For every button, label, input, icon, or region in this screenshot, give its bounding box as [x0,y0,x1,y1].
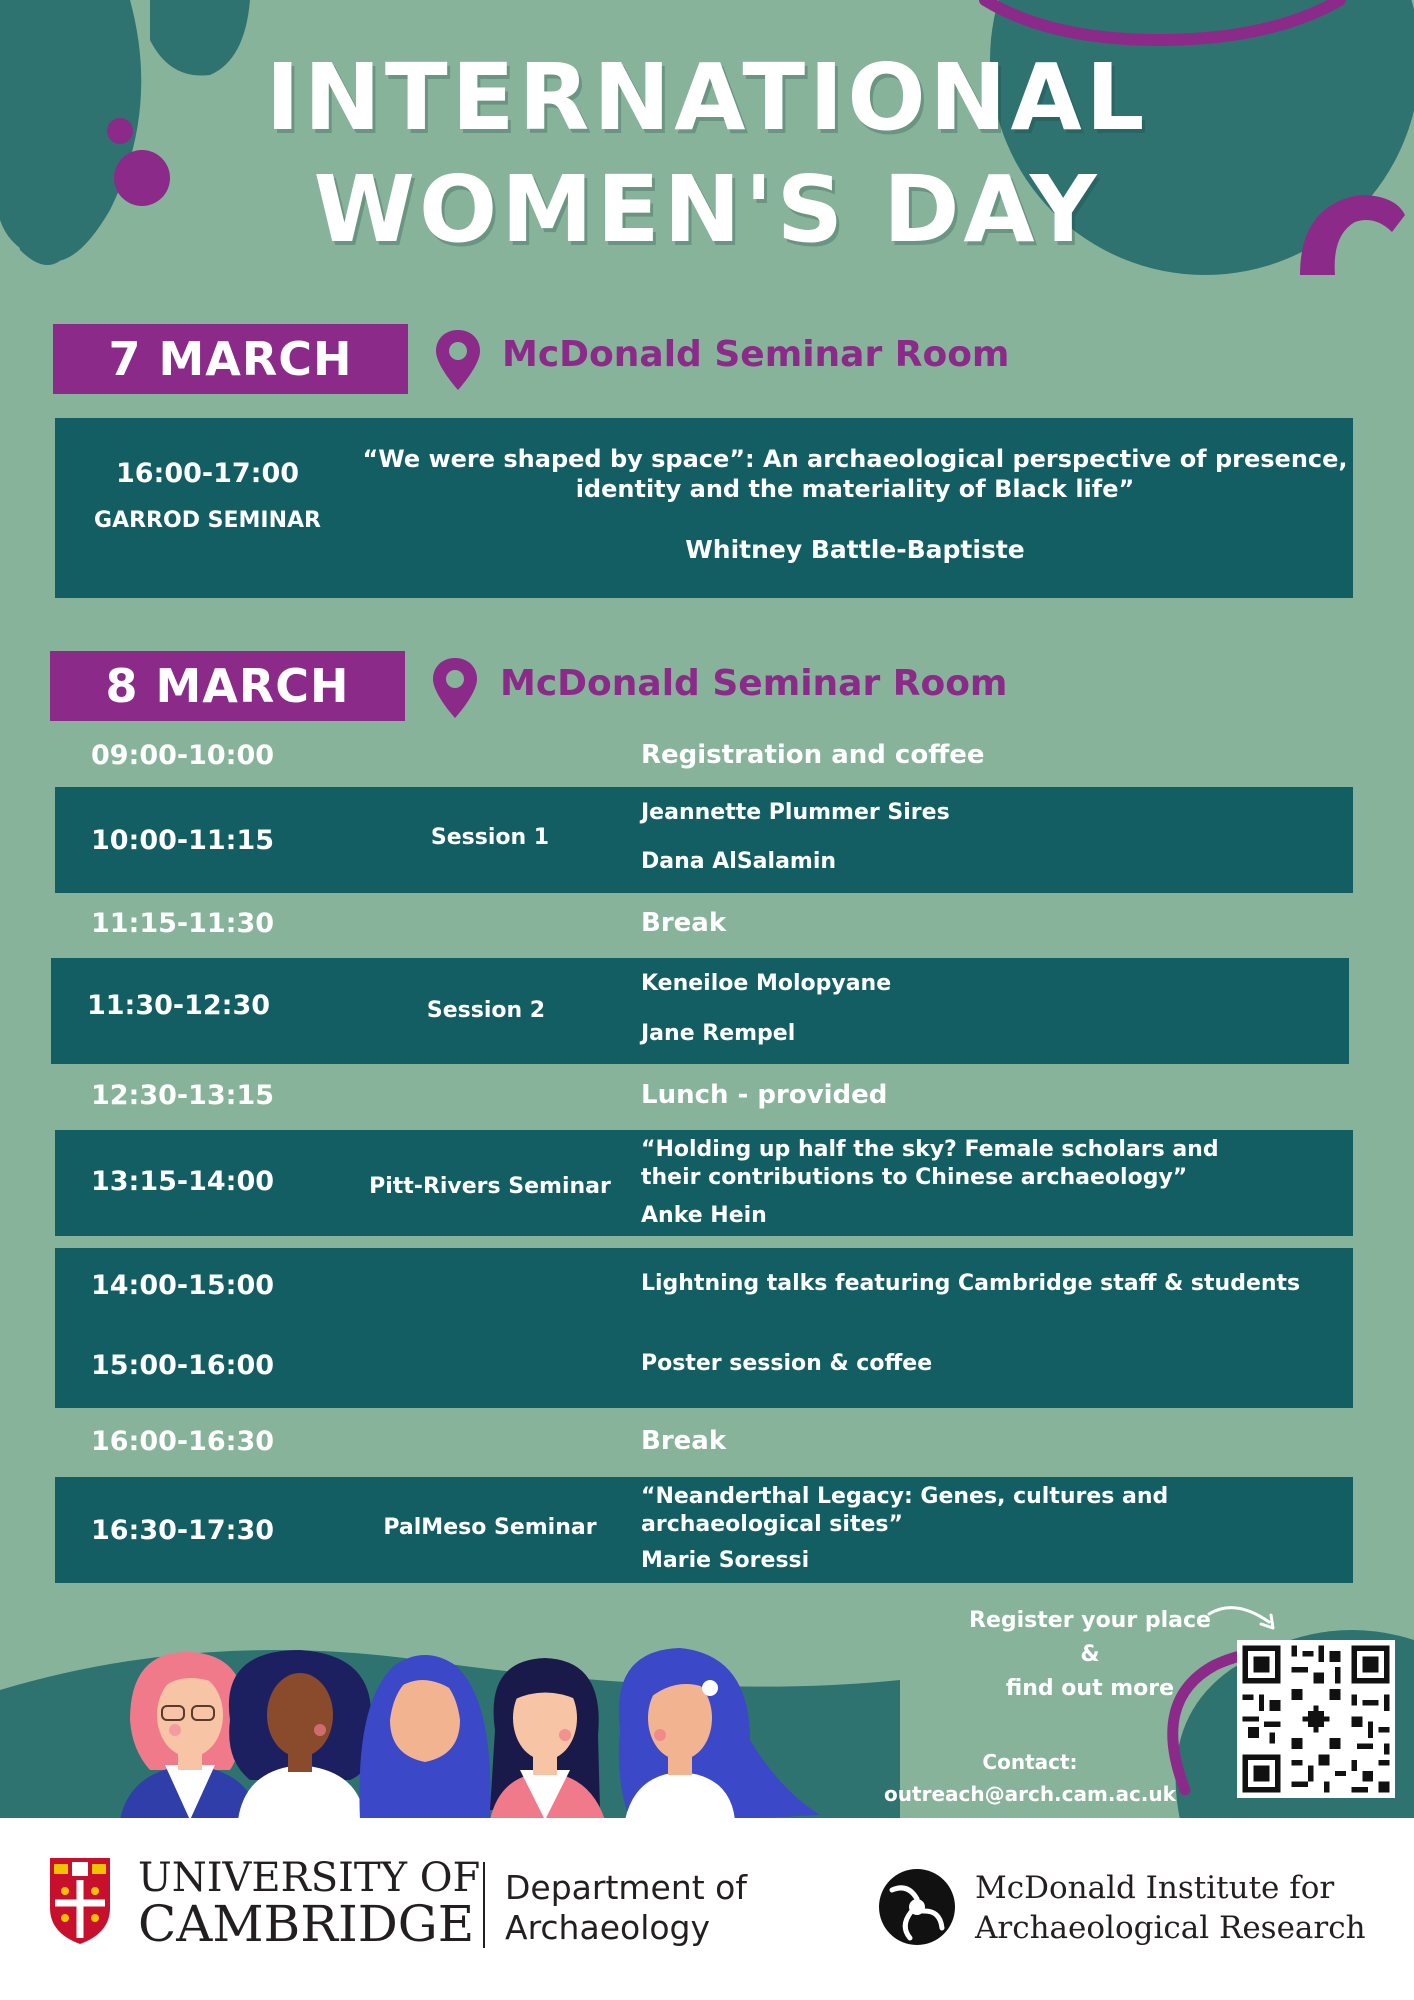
register-line-1: Register your place & [969,1608,1211,1667]
register-line-2: find out more [1005,1676,1175,1701]
break-text: Break [641,1426,727,1456]
speaker: Anke Hein [641,1203,767,1228]
event-label: GARROD SEMINAR [94,508,321,533]
registration-time: 09:00-10:00 [90,740,275,771]
lightning-poster-row [55,1248,1353,1408]
session-1-row [55,787,1353,893]
divider [483,1862,485,1948]
lunch-time: 12:30-13:15 [90,1080,275,1111]
department-line-2: Archaeology [505,1908,711,1947]
woman-3 [359,1655,490,1820]
poster-title [0,42,1414,266]
university-name-line-2: CAMBRIDGE [138,1895,475,1953]
talk-title-line-1: “Holding up half the sky? Female scholars and [641,1137,1219,1162]
lightning-text: Lightning talks featuring Cambridge staff & students [641,1271,1301,1296]
university-name-line-1: UNIVERSITY OF [138,1855,481,1901]
date-tab-8-march [50,651,405,721]
speaker: Whitney Battle-Baptiste [685,535,1025,564]
speaker: Marie Soressi [641,1548,810,1573]
speaker: Keneiloe Molopyane [641,971,892,996]
session-time: 16:30-17:30 [90,1515,275,1546]
location-pin-icon [430,656,480,720]
break-text: Break [641,908,727,938]
break-time: 16:00-16:30 [90,1426,275,1457]
talk-title-line-2: their contributions to Chinese archaeology” [641,1165,1188,1190]
title-line-1: INTERNATIONAL [265,44,1149,151]
session-label: Session 1 [430,825,550,850]
lightning-time: 14:00-15:00 [90,1270,275,1301]
date-label: 7 MARCH [108,332,353,386]
location-pin-icon [433,328,483,392]
speaker: Dana AlSalamin [641,849,837,874]
women-illustration [120,1640,820,1820]
talk-title [355,444,1355,504]
speaker: Jane Rempel [641,1021,796,1046]
qr-code-icon[interactable] [1237,1640,1395,1798]
session-label: Pitt-Rivers Seminar [369,1174,611,1199]
session-label: Session 2 [426,998,546,1023]
session-time: 10:00-11:15 [90,825,275,856]
talk-title-line-1: “We were shaped by space”: An archaeological perspective of presence, [362,445,1348,473]
contact-block [880,1746,1180,1810]
session-time: 11:30-12:30 [86,990,271,1021]
session-time: 13:15-14:00 [90,1166,275,1197]
talk-title-line-2: archaeological sites” [641,1512,903,1537]
talk-title [641,1136,1219,1192]
register-note [960,1604,1220,1706]
break-time: 11:15-11:30 [90,908,275,939]
speaker: Jeannette Plummer Sires [641,800,950,825]
woman-5 [619,1648,820,1820]
poster-text: Poster session & coffee [641,1351,933,1376]
poster-time: 15:00-16:00 [90,1350,275,1381]
date-tab-7-march [53,324,408,394]
woman-2 [229,1650,371,1820]
event-garrod-seminar [55,418,1353,598]
department-name [505,1868,747,1948]
session-label: PalMeso Seminar [383,1515,597,1540]
university-crest-icon [50,1858,110,1944]
institute-line-1: McDonald Institute for [975,1870,1335,1906]
session-2-row [51,958,1349,1064]
pitt-rivers-row [55,1130,1353,1236]
date-label: 8 MARCH [105,659,350,713]
woman-4 [490,1658,605,1820]
footer-logos [0,1818,1414,2000]
palmeso-row [55,1477,1353,1583]
venue-day2: McDonald Seminar Room [500,663,1008,704]
registration-text: Registration and coffee [641,740,985,770]
institute-name [975,1868,1366,1948]
contact-email[interactable]: outreach@arch.cam.ac.uk [884,1782,1176,1806]
contact-label: Contact: [982,1750,1078,1774]
event-time: 16:00-17:00 [115,458,300,489]
lunch-text: Lunch - provided [641,1080,888,1110]
title-line-2: WOMEN'S DAY [313,156,1101,263]
talk-title-line-1: “Neanderthal Legacy: Genes, cultures and [641,1484,1169,1509]
mcdonald-institute-logo-icon [878,1868,956,1946]
institute-line-2: Archaeological Research [975,1910,1366,1946]
talk-title [641,1483,1168,1539]
curved-arrow-icon [1205,1598,1285,1638]
department-line-1: Department of [505,1868,747,1907]
talk-title-line-2: identity and the materiality of Black life” [575,475,1135,503]
venue-day1: McDonald Seminar Room [502,334,1010,375]
